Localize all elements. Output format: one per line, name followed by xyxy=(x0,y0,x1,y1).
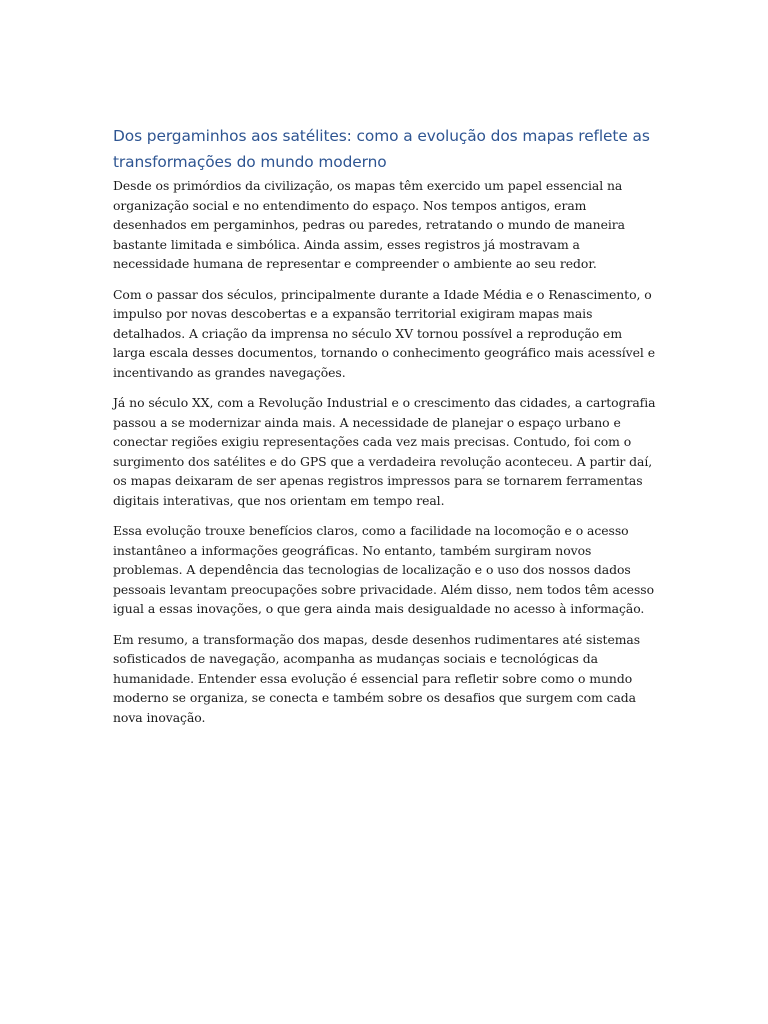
paragraph-3: Já no século XX, com a Revolução Industrial e o crescimento das cidades, a cartografia passou a se modernizar ainda mais. A necessidade de planejar o espaço urbano e conectar regiões exigiu representações cada vez mais precisas. Contudo, foi com o surgimento dos satélites e do GPS que a verdadeira revolução aconteceu. A partir daí, os mapas deixaram de ser apenas registros impressos para se tornarem ferramentas digitais interativas, que nos orientam em tempo real. xyxy=(113,395,656,508)
paragraph-5: Em resumo, a transformação dos mapas, desde desenhos rudimentares até sistemas sofisticados de navegação, acompanha as mudanças sociais e tecnológicas da humanidade. Entender essa evolução é essencial para refletir sobre como o mundo moderno se organiza, se conecta e também sobre os desafios que surgem com cada nova inovação. xyxy=(113,631,641,725)
paragraph-2: Com o passar dos séculos, principalmente durante a Idade Média e o Renascimento, o impulso por novas descobertas e a expansão territorial exigiram mapas mais detalhados. A criação da imprensa no século XV tornou possível a reprodução em larga escala desses documentos, tornando o conhecimento geográfico mais acessível e incentivando as grandes navegações. xyxy=(113,286,655,380)
document-title: Dos pergaminhos aos satélites: como a evolução dos mapas reflete as transformações do mundo moderno xyxy=(113,127,650,171)
paragraph-4: Essa evolução trouxe benefícios claros, como a facilidade na locomoção e o acesso instantâneo a informações geográficas. No entanto, também surgiram novos problemas. A dependência das tecnologias de localização e o uso dos nossos dados pessoais levantam preocupações sobre privacidade. Além disso, nem todos têm acesso igual a essas inovações, o que gera ainda mais desigualdade no acesso à informação. xyxy=(113,523,654,616)
paragraph-1: Desde os primórdios da civilização, os mapas têm exercido um papel essencial na organização social e no entendimento do espaço. Nos tempos antigos, eram desenhados em pergaminhos, pedras ou paredes, retratando o mundo de maneira bastante limitada e simbólica. Ainda assim, esses registros já mostravam a necessidade humana de representar e compreender o ambiente ao seu redor. xyxy=(113,178,625,271)
document-content xyxy=(113,123,658,738)
